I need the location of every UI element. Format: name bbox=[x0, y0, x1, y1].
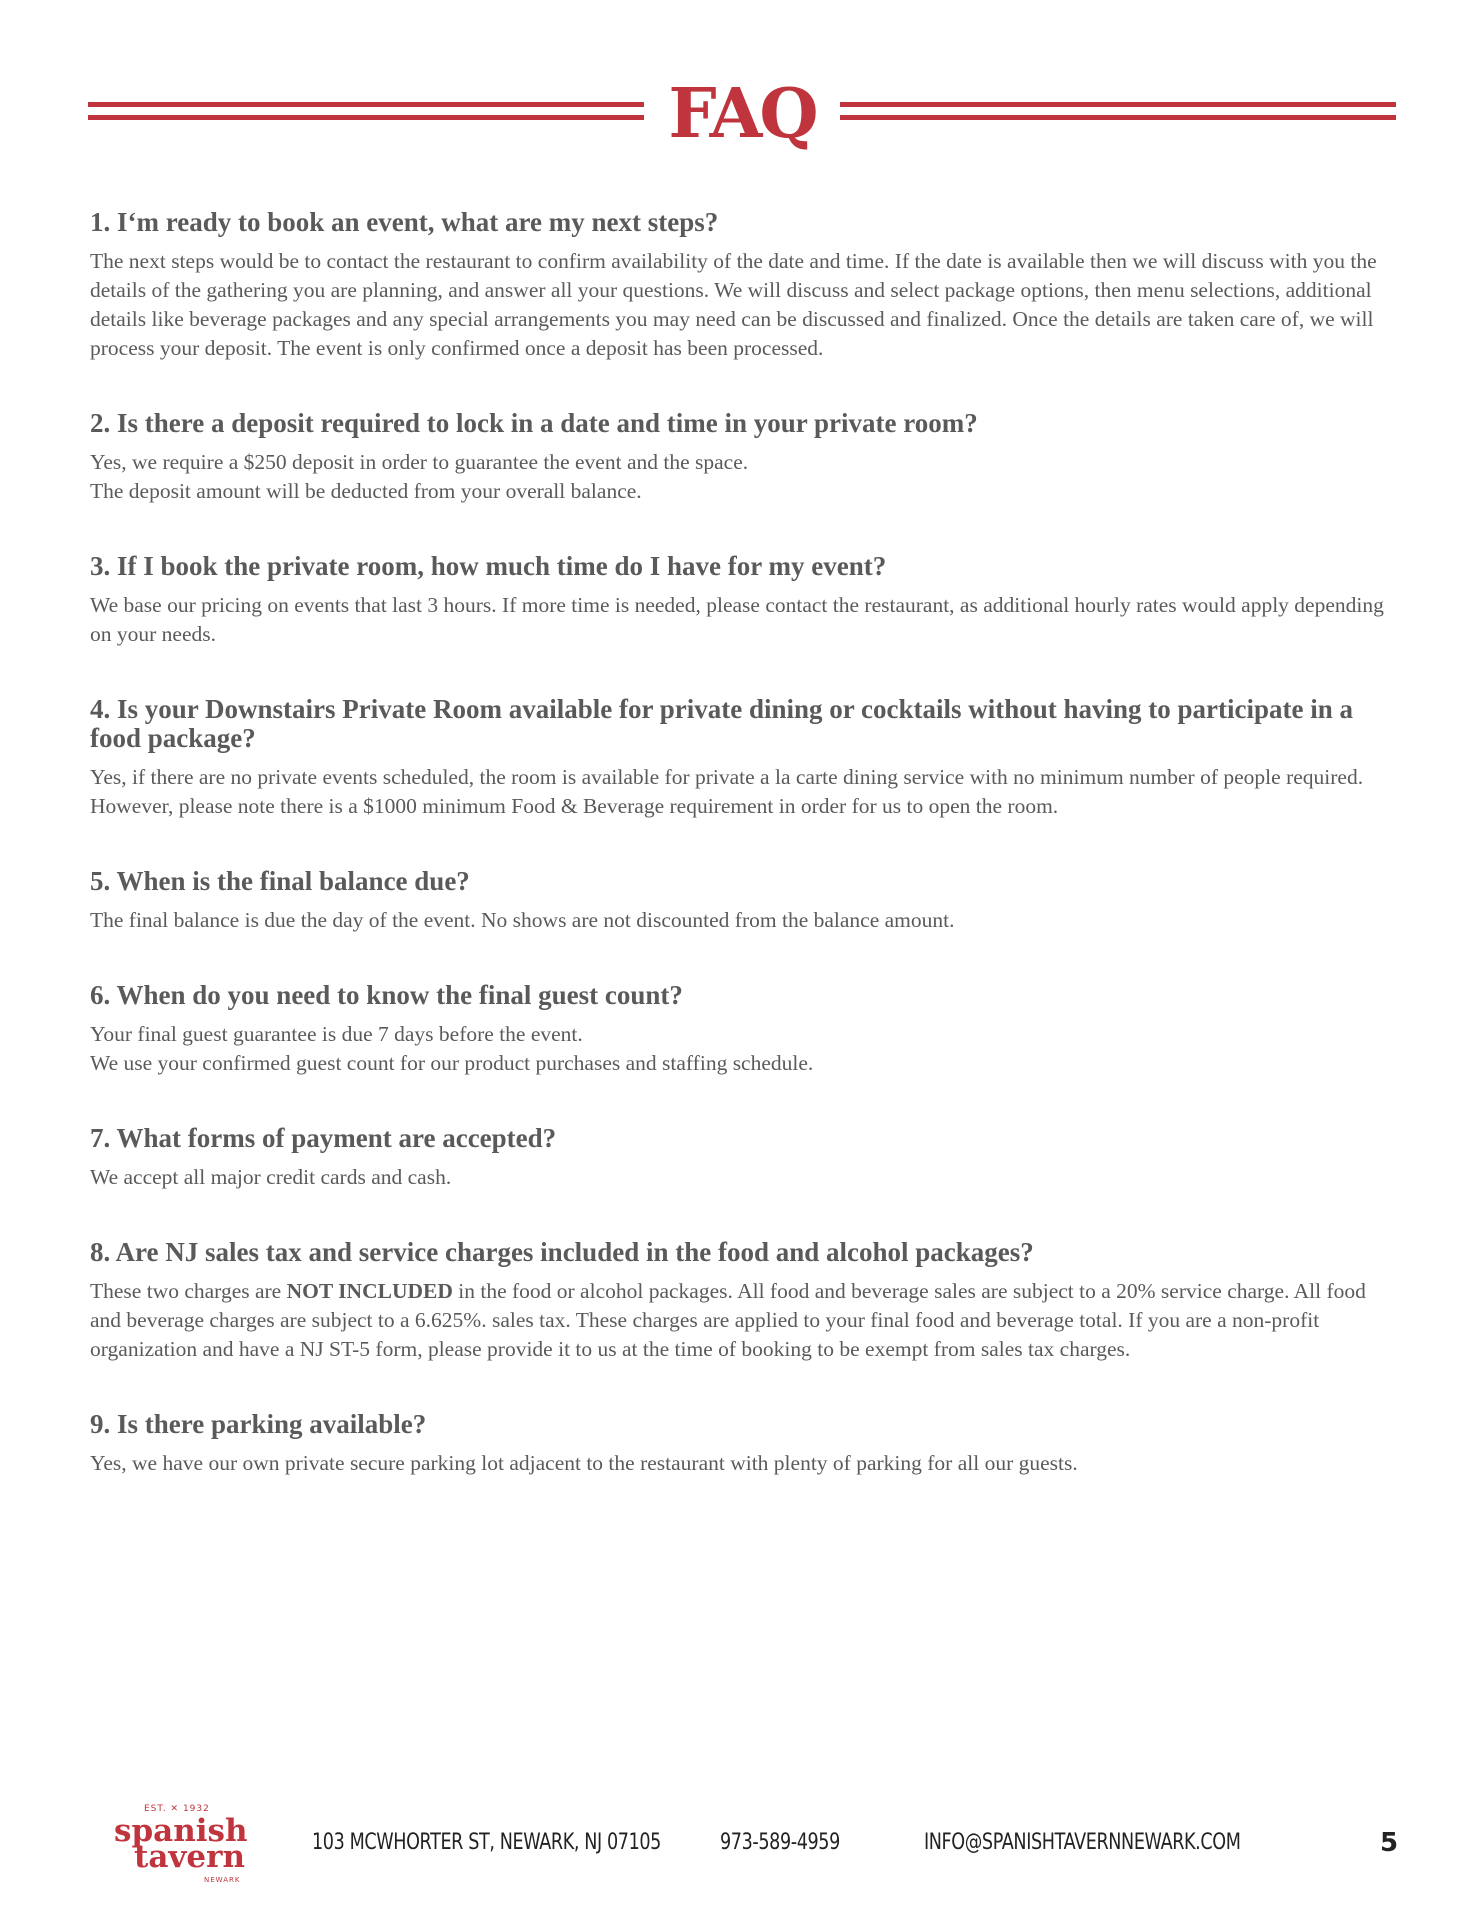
faq-question: 3. If I book the private room, how much time do I have for my event? bbox=[90, 551, 887, 581]
faq-answer bbox=[90, 1449, 1400, 1478]
faq-answer bbox=[90, 448, 1400, 506]
faq-question: 8. Are NJ sales tax and service charges included in the food and alcohol packages? bbox=[90, 1237, 1034, 1267]
logo-line-tavern: tavern bbox=[134, 1839, 246, 1875]
faq-answer bbox=[90, 763, 1400, 821]
faq-answer-line: The next steps would be to contact the restaurant to confirm availability of the date and time. If the date is available then we will discuss with you the details of the gathering you are planning, and answer all your questions. We will discuss and select package options, then menu selections, additional details like beverage packages and any special arrangements you may need can be discussed and finalized. Once the details are taken care of, we will process your deposit. The event is only confirmed once a deposit has been processed. bbox=[90, 249, 1377, 360]
faq-answer bbox=[90, 1163, 1400, 1192]
faq-answer-emphasis: NOT INCLUDED bbox=[286, 1279, 453, 1303]
faq-answer-line: We base our pricing on events that last 3 hours. If more time is needed, please contact the restaurant, as additional hourly rates would apply depending on your needs. bbox=[90, 593, 1384, 646]
spanish-tavern-logo bbox=[110, 1804, 250, 1886]
faq-answer-text: These two charges are bbox=[90, 1279, 287, 1303]
faq-item-2 bbox=[90, 409, 1400, 506]
faq-item-5 bbox=[90, 867, 1400, 935]
logo-sub-text: NEWARK bbox=[204, 1876, 241, 1884]
faq-answer bbox=[90, 1277, 1400, 1364]
faq-answer-text: in the food or alcohol packages. All food and beverage sales are subject to a 20% service charge. All food and beverage charges are subject to a 6.625%. sales tax. These charges are applied to your final food and beverage total. If you are a non-profit organization and have a NJ ST-5 form, please provide it to us at the time of booking to be exempt from sales tax charges. bbox=[90, 1279, 1366, 1361]
faq-answer-line bbox=[90, 1277, 1400, 1364]
faq-answer bbox=[90, 591, 1400, 649]
logo-line-spanish: spanish bbox=[114, 1813, 248, 1849]
faq-answer-line: The deposit amount will be deducted from your overall balance. bbox=[90, 479, 642, 503]
faq-answer-line: We accept all major credit cards and cash. bbox=[90, 1165, 452, 1189]
faq-item-8 bbox=[90, 1238, 1400, 1364]
faq-answer-line: Yes, we require a $250 deposit in order to guarantee the event and the space. bbox=[90, 450, 749, 474]
faq-answer-line: The final balance is due the day of the event. No shows are not discounted from the balance amount. bbox=[90, 908, 955, 932]
faq-answer-line: We use your confirmed guest count for our product purchases and staffing schedule. bbox=[90, 1051, 814, 1075]
faq-answer-line: Yes, we have our own private secure parking lot adjacent to the restaurant with plenty of parking for all our guests. bbox=[90, 1451, 1078, 1475]
footer-email: INFO@SPANISHTAVERNNEWARK.COM bbox=[924, 1830, 1241, 1855]
header-rule-right bbox=[840, 102, 1396, 124]
faq-question: 4. Is your Downstairs Private Room available for private dining or cocktails without having to participate in a food package? bbox=[90, 694, 1354, 753]
faq-question: 7. What forms of payment are accepted? bbox=[90, 1123, 557, 1153]
faq-question: 2. Is there a deposit required to lock in a date and time in your private room? bbox=[90, 408, 978, 438]
faq-question: 9. Is there parking available? bbox=[90, 1409, 427, 1439]
faq-item-4 bbox=[90, 695, 1400, 821]
faq-item-3 bbox=[90, 552, 1400, 649]
footer-phone: 973-589-4959 bbox=[720, 1830, 840, 1855]
logo-est-text: EST. ✕ 1932 bbox=[144, 1804, 210, 1814]
faq-question: 1. I‘m ready to book an event, what are my next steps? bbox=[90, 207, 719, 237]
faq-item-7 bbox=[90, 1124, 1400, 1192]
faq-item-1 bbox=[90, 208, 1400, 363]
footer-address: 103 MCWHORTER ST, NEWARK, NJ 07105 bbox=[312, 1830, 661, 1855]
page-title: FAQ bbox=[668, 74, 816, 154]
faq-answer bbox=[90, 1020, 1400, 1078]
faq-answer bbox=[90, 906, 1400, 935]
faq-list bbox=[90, 208, 1400, 1524]
page-number: 5 bbox=[1380, 1828, 1399, 1858]
faq-answer-line: Yes, if there are no private events scheduled, the room is available for private a la carte dining service with no minimum number of people required. However, please note there is a $1000 minimum Food & Beverage requirement in order for us to open the room. bbox=[90, 765, 1364, 818]
faq-answer bbox=[90, 247, 1400, 363]
header-rule-left bbox=[88, 102, 644, 124]
faq-question: 6. When do you need to know the final guest count? bbox=[90, 980, 683, 1010]
faq-answer-line: Your final guest guarantee is due 7 days before the event. bbox=[90, 1022, 583, 1046]
faq-item-9 bbox=[90, 1410, 1400, 1478]
faq-question: 5. When is the final balance due? bbox=[90, 866, 470, 896]
page-header bbox=[88, 74, 1396, 160]
faq-item-6 bbox=[90, 981, 1400, 1078]
page-footer bbox=[0, 1800, 1484, 1890]
